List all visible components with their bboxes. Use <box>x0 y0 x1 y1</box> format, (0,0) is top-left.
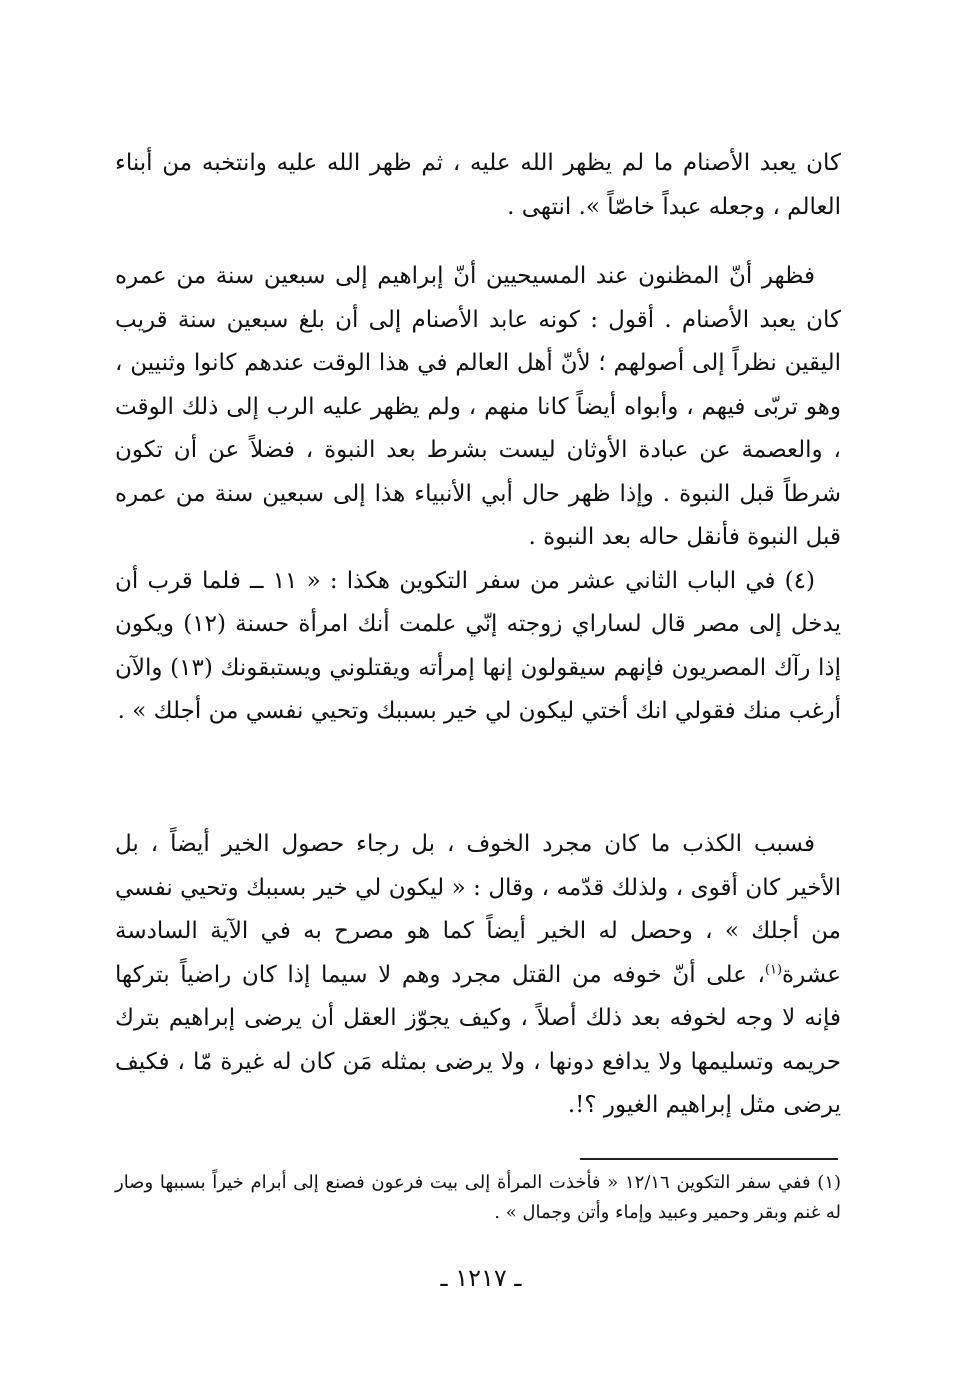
paragraph-conclusion-part-1: فسبب الكذب ما كان مجرد الخوف ، بل رجاء حصول الخير أيضاً ، بل الأخير كان أقوى ، ولذلك قدّمه ، وقال : « ليكون لي خير بسببك وتحيي نفسي من أجلك » ، وحصل له الخير أيضاً كما هو مصرح به في الآية السادسة عشرة <box>115 831 841 988</box>
paragraph-genesis-quote: (٤) في الباب الثاني عشر من سفر التكوين هكذا : « ١١ ــ فلما قرب أن يدخل إلى مصر قال لساراي زوجته إنّي علمت أنك امرأة حسنة (١٢) ويكون إذا رآك المصريون فإنهم سيقولون إنها إمرأته ويقتلوني ويستبقونك (١٣) والآن أرغب منك فقولي انك أختي ليكون لي خير بسببك وتحيي نفسي من أجلك » . <box>115 567 841 724</box>
text-block-top <box>115 142 841 229</box>
paragraph-analysis: فظهر أنّ المظنون عند المسيحيين أنّ إبراهيم إلى سبعين سنة من عمره كان يعبد الأصنام . أقول : كونه عابد الأصنام إلى أن بلغ سبعين سنة قريب اليقين نظراً إلى أصولهم ؛ لأنّ أهل العالم في هذا الوقت عندهم كانوا وثنيين ، وهو تربّى فيهم ، وأبواه أيضاً كانا منهم ، ولم يظهر عليه الرب إلى ذلك الوقت ، والعصمة عن عبادة الأوثان ليست بشرط بعد النبوة ، فضلاً عن أن تكون شرطاً قبل النبوة . وإذا ظهر حال أبي الأنبياء هذا إلى سبعين سنة من عمره قبل النبوة فأنقل حاله بعد النبوة . <box>115 263 841 550</box>
page-number: ـ ١٢١٧ ـ <box>440 1264 522 1292</box>
paragraph-conclusion <box>115 823 841 1128</box>
paragraph-continuation: كان يعبد الأصنام ما لم يظهر الله عليه ، ثم ظهر الله عليه وانتخبه من أبناء العالم ، وجعله عبداً خاصّاً ». انتهى . <box>115 150 841 220</box>
text-block-bottom <box>115 823 841 1128</box>
footnote-divider <box>580 1158 838 1160</box>
footnote-reference[interactable]: (١) <box>764 961 783 977</box>
text-block-middle <box>115 255 841 734</box>
paragraph-conclusion-part-2: ، على أنّ خوفه من القتل مجرد وهم لا سيما إذا كان راضياً بتركها فإنه لا وجه لخوفه بعد ذلك أصلاً ، وكيف يجوّز العقل أن يرضى إبراهيم بترك حريمه وتسليمها ولا يدافع دونها ، ولا يرضى بمثله مَن كان له غيرة مّا ، فكيف يرضى مثل إبراهيم الغيور ؟!. <box>115 961 841 1118</box>
footnote-text: (١) ففي سفر التكوين ١٢/١٦ « فأخذت المرأة إلى بيت فرعون فصنع إلى أبرام خيراً بسببها وصار له غنم وبقر وحمير وعبيد وإماء وأتن وجمال » . <box>115 1172 842 1223</box>
footnote <box>115 1168 841 1228</box>
